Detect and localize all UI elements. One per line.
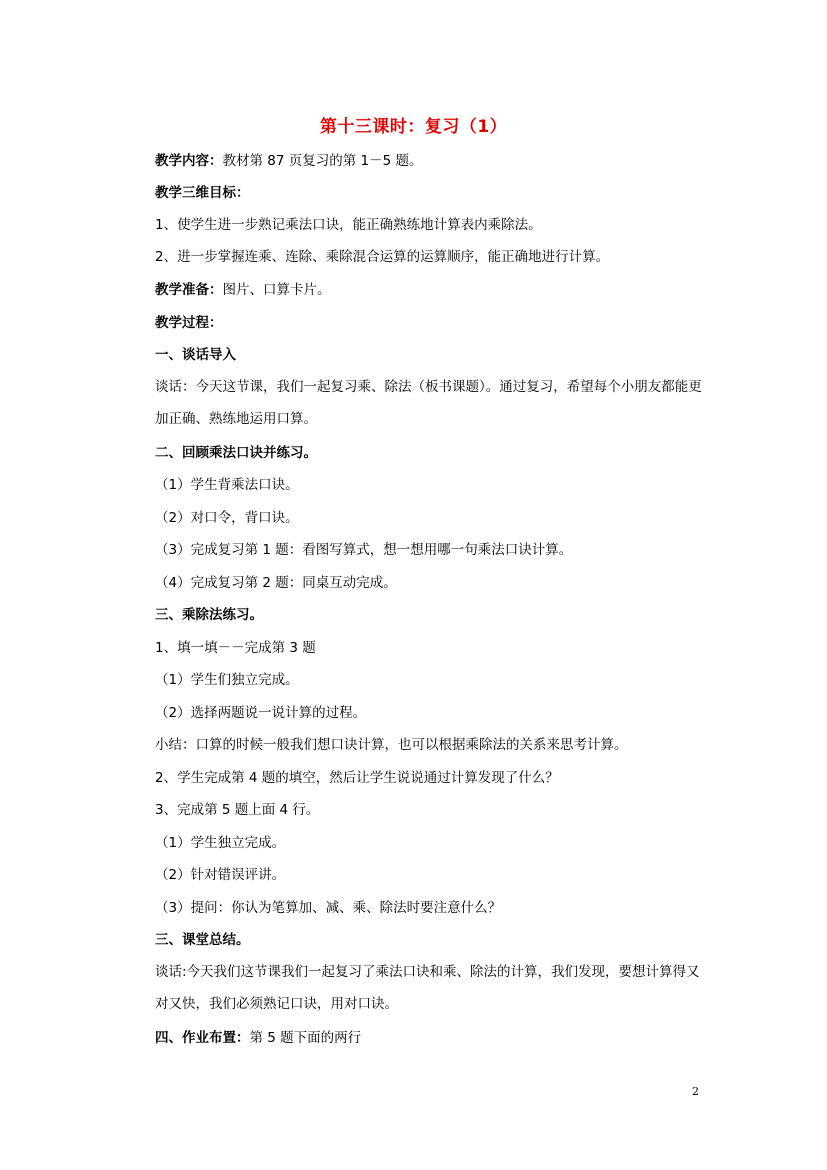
section3-item-6: 3、完成第 5 题上面 4 行。 (155, 802, 320, 818)
section3-item-4: 小结：口算的时候一般我们想口诀计算，也可以根据乘除法的关系来思考计算。 (155, 737, 628, 753)
content-label: 教学内容： (155, 153, 223, 169)
content-text: 教材第 87 页复习的第 1－5 题。 (222, 153, 423, 169)
section1-text: 谈话：今天这节课，我们一起复习乘、除法（板书课题）。通过复习，希望每个小朋友都能更加正确、熟练地运用口算。 (155, 379, 702, 427)
process-label: 教学过程： (155, 315, 223, 331)
content-line (155, 152, 423, 170)
page-number: 2 (692, 1085, 699, 1098)
section2-item-2: （2）对口令，背口诀。 (155, 510, 299, 526)
lesson-title: 第十三课时：复习（1） (319, 117, 508, 137)
homework-text: 第 5 题下面的两行 (249, 1030, 362, 1046)
section2-item-1: （1）学生背乘法口诀。 (155, 477, 299, 493)
section4-heading: 三、课堂总结。 (155, 932, 250, 948)
homework-line (155, 1029, 361, 1047)
section3-item-5: 2、学生完成第 4 题的填空，然后让学生说说通过计算发现了什么？ (155, 770, 559, 786)
goal-item-2: 2、进一步掌握连乘、连除、乘除混合运算的运算顺序，能正确地进行计算。 (155, 249, 610, 265)
section3-item-9: （3）提问：你认为笔算加、减、乘、除法时要注意什么？ (155, 900, 502, 916)
section3-item-8: （2）针对错误评讲。 (155, 867, 286, 883)
homework-label: 四、作业布置： (155, 1030, 250, 1046)
section2-item-4: （4）完成复习第 2 题：同桌互动完成。 (155, 575, 397, 591)
prep-label: 教学准备： (155, 282, 223, 298)
section3-item-3: （2）选择两题说一说计算的过程。 (155, 705, 367, 721)
section2-item-3: （3）完成复习第 1 题：看图写算式，想一想用哪一句乘法口诀计算。 (155, 542, 573, 558)
goal-item-1: 1、使学生进一步熟记乘法口诀，能正确熟练地计算表内乘除法。 (155, 217, 542, 233)
section3-item-2: （1）学生们独立完成。 (155, 672, 299, 688)
section2-heading: 二、回顾乘法口诀并练习。 (155, 445, 317, 461)
section3-item-1: 1、填一填－－完成第 3 题 (155, 640, 316, 656)
prep-line (155, 281, 331, 299)
section4-text: 谈话:今天我们这节课我们一起复习了乘法口诀和乘、除法的计算，我们发现，要想计算得又对又快，我们必须熟记口诀，用对口诀。 (155, 964, 700, 1012)
prep-text: 图片、口算卡片。 (222, 282, 331, 298)
section3-item-7: （1）学生独立完成。 (155, 835, 286, 851)
goals-label: 教学三维目标： (155, 185, 250, 201)
section1-heading: 一、谈话导入 (155, 347, 236, 363)
section3-heading: 三、乘除法练习。 (155, 607, 263, 623)
